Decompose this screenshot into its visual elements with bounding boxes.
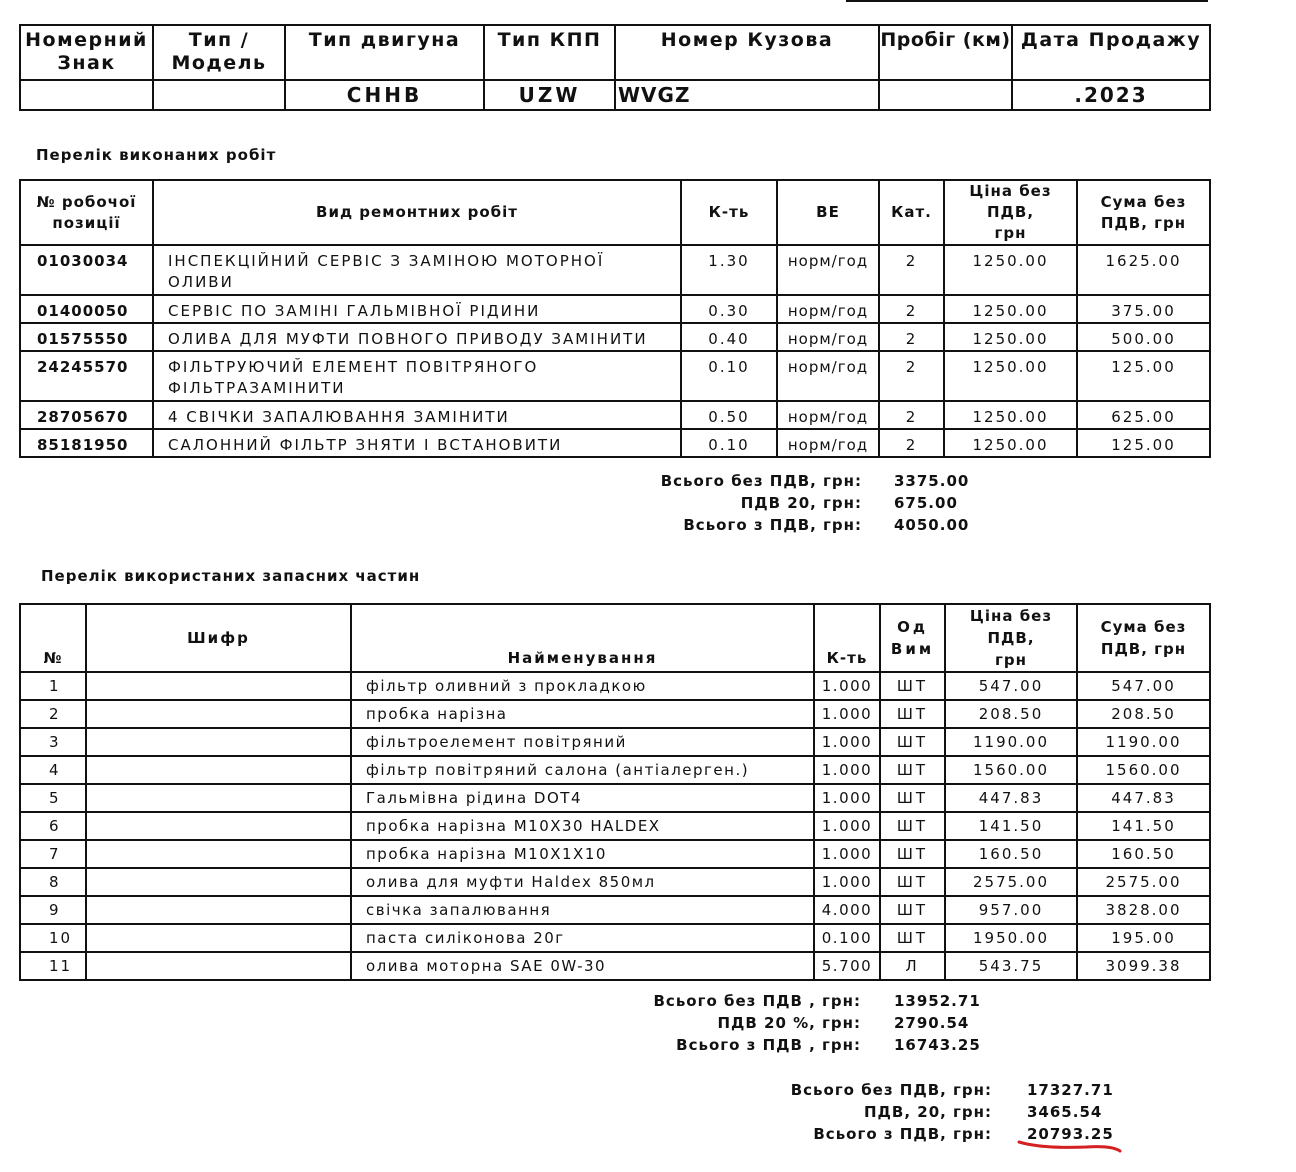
part-price: 141.50 (945, 812, 1077, 840)
part-sum: 141.50 (1077, 812, 1210, 840)
part-name: свічка запалювання (351, 896, 814, 924)
part-number: 10 (20, 924, 86, 952)
part-code (86, 952, 351, 980)
part-name: олива моторна SAE 0W-30 (351, 952, 814, 980)
work-description: ОЛИВА ДЛЯ МУФТИ ПОВНОГО ПРИВОДУ ЗАМІНИТИ (153, 323, 681, 351)
vehicle-header-mileage: Пробіг (км) (879, 25, 1012, 80)
parts-header-name: Найменування (351, 604, 814, 672)
work-price: 1250.00 (944, 429, 1077, 457)
total-label: Всього з ПДВ, грн: (683, 516, 862, 534)
part-price: 957.00 (945, 896, 1077, 924)
parts-row (20, 672, 1210, 700)
total-row (596, 1012, 981, 1034)
total-row (600, 514, 969, 536)
total-row (600, 492, 969, 514)
part-code (86, 784, 351, 812)
parts-row (20, 896, 1210, 924)
vehicle-model (153, 80, 285, 110)
part-code (86, 896, 351, 924)
vehicle-header-engine: Тип двигуна (285, 25, 484, 80)
part-name: пробка нарізна M10X1X10 (351, 840, 814, 868)
work-unit: норм/год (777, 323, 879, 351)
total-row (600, 470, 969, 492)
vehicle-body-number: WVGZ (615, 80, 879, 110)
part-unit: ШТ (880, 728, 945, 756)
part-unit: ШТ (880, 672, 945, 700)
part-unit: Л (880, 952, 945, 980)
part-sum: 547.00 (1077, 672, 1210, 700)
work-qty: 0.10 (681, 351, 777, 401)
total-label: Всього без ПДВ, грн: (660, 472, 862, 490)
part-name: олива для муфти Haldex 850мл (351, 868, 814, 896)
vehicle-header-sale-date: Дата Продажу (1012, 25, 1210, 80)
total-label: Всього з ПДВ, грн: (813, 1125, 992, 1143)
work-price: 1250.00 (944, 295, 1077, 323)
works-header-sum: Сума без ПДВ, грн (1077, 180, 1210, 245)
work-sum: 500.00 (1077, 323, 1210, 351)
part-code (86, 756, 351, 784)
part-qty: 1.000 (814, 784, 880, 812)
work-position-code: 28705670 (20, 401, 153, 429)
parts-header-code: Шифр (86, 604, 351, 672)
work-category: 2 (879, 323, 944, 351)
parts-header-row (20, 604, 1210, 672)
part-number: 11 (20, 952, 86, 980)
part-sum: 195.00 (1077, 924, 1210, 952)
work-price: 1250.00 (944, 323, 1077, 351)
part-unit: ШТ (880, 924, 945, 952)
work-description: САЛОННИЙ ФІЛЬТР ЗНЯТИ І ВСТАНОВИТИ (153, 429, 681, 457)
part-qty: 1.000 (814, 756, 880, 784)
part-qty: 5.700 (814, 952, 880, 980)
part-name: фільтроелемент повітряний (351, 728, 814, 756)
parts-row (20, 700, 1210, 728)
work-sum: 125.00 (1077, 429, 1210, 457)
part-unit: ШТ (880, 812, 945, 840)
parts-row (20, 756, 1210, 784)
parts-header-qty: К-ть (814, 604, 880, 672)
part-name: фільтр повітряний салона (антіалерген.) (351, 756, 814, 784)
total-value: 4050.00 (894, 516, 970, 534)
vehicle-value-row (20, 80, 1210, 110)
work-unit: норм/год (777, 401, 879, 429)
parts-header-sum: Сума без ПДВ, грн (1077, 604, 1210, 672)
work-sum: 125.00 (1077, 351, 1210, 401)
total-value: 20793.25 (1027, 1125, 1114, 1143)
part-price: 208.50 (945, 700, 1077, 728)
work-position-code: 85181950 (20, 429, 153, 457)
vehicle-header-model: Тип / Модель (153, 25, 285, 80)
part-price: 543.75 (945, 952, 1077, 980)
works-row (20, 295, 1210, 323)
part-unit: ШТ (880, 840, 945, 868)
work-category: 2 (879, 351, 944, 401)
part-qty: 1.000 (814, 672, 880, 700)
work-qty: 0.50 (681, 401, 777, 429)
parts-row (20, 728, 1210, 756)
part-number: 7 (20, 840, 86, 868)
part-name: пробка нарізна (351, 700, 814, 728)
work-qty: 0.10 (681, 429, 777, 457)
part-unit: ШТ (880, 868, 945, 896)
red-underline-annotation (1016, 1138, 1124, 1154)
vehicle-engine: CHHB (285, 80, 484, 110)
part-sum: 3099.38 (1077, 952, 1210, 980)
works-header-row (20, 180, 1210, 245)
work-category: 2 (879, 401, 944, 429)
total-value: 3375.00 (894, 472, 970, 490)
work-description: ФІЛЬТРУЮЧИЙ ЕЛЕМЕНТ ПОВІТРЯНОГО ФІЛЬТРАЗАМІНИТИ (153, 351, 681, 401)
works-header-description: Вид ремонтних робіт (153, 180, 681, 245)
part-name: пробка нарізна M10X30 HALDEX (351, 812, 814, 840)
work-unit: норм/год (777, 429, 879, 457)
total-value: 16743.25 (894, 1036, 981, 1054)
vehicle-gearbox: UZW (484, 80, 615, 110)
part-price: 1190.00 (945, 728, 1077, 756)
parts-header-number: № (20, 604, 86, 672)
work-description: СЕРВІС ПО ЗАМІНІ ГАЛЬМІВНОЇ РІДИНИ (153, 295, 681, 323)
work-position-code: 24245570 (20, 351, 153, 401)
parts-row (20, 784, 1210, 812)
part-number: 4 (20, 756, 86, 784)
works-table (19, 179, 1211, 458)
total-label: Всього без ПДВ , грн: (653, 992, 861, 1010)
total-label: ПДВ, 20, грн: (864, 1103, 992, 1121)
vehicle-sale-date: .2023 (1012, 80, 1210, 110)
total-label: ПДВ 20, грн: (740, 494, 862, 512)
parts-row (20, 868, 1210, 896)
total-value: 17327.71 (1027, 1081, 1114, 1099)
total-label: Всього без ПДВ, грн: (790, 1081, 992, 1099)
work-price: 1250.00 (944, 351, 1077, 401)
part-number: 8 (20, 868, 86, 896)
parts-section-title: Перелік використаних запасних частин (41, 567, 421, 585)
work-position-code: 01400050 (20, 295, 153, 323)
part-number: 5 (20, 784, 86, 812)
part-unit: ШТ (880, 784, 945, 812)
work-description: 4 СВІЧКИ ЗАПАЛЮВАННЯ ЗАМІНИТИ (153, 401, 681, 429)
parts-row (20, 952, 1210, 980)
part-price: 1950.00 (945, 924, 1077, 952)
part-number: 2 (20, 700, 86, 728)
works-totals (600, 470, 969, 536)
part-number: 3 (20, 728, 86, 756)
part-code (86, 672, 351, 700)
part-name: паста силіконова 20г (351, 924, 814, 952)
parts-row (20, 924, 1210, 952)
part-qty: 1.000 (814, 728, 880, 756)
part-price: 2575.00 (945, 868, 1077, 896)
part-price: 547.00 (945, 672, 1077, 700)
part-sum: 2575.00 (1077, 868, 1210, 896)
part-qty: 0.100 (814, 924, 880, 952)
part-code (86, 924, 351, 952)
parts-header-unit: Од Вим (880, 604, 945, 672)
total-value: 675.00 (894, 494, 958, 512)
part-price: 160.50 (945, 840, 1077, 868)
part-unit: ШТ (880, 756, 945, 784)
work-price: 1250.00 (944, 401, 1077, 429)
grand-totals (740, 1079, 1114, 1145)
works-row (20, 351, 1210, 401)
work-unit: норм/год (777, 295, 879, 323)
part-code (86, 868, 351, 896)
total-row (596, 990, 981, 1012)
part-qty: 1.000 (814, 840, 880, 868)
part-unit: ШТ (880, 700, 945, 728)
works-header-position: № робочої позиції (20, 180, 153, 245)
works-header-category: Кат. (879, 180, 944, 245)
part-number: 1 (20, 672, 86, 700)
vehicle-plate (20, 80, 153, 110)
top-border-line (846, 0, 1208, 2)
part-sum: 208.50 (1077, 700, 1210, 728)
part-name: фільтр оливний з прокладкою (351, 672, 814, 700)
part-unit: ШТ (880, 896, 945, 924)
work-qty: 0.40 (681, 323, 777, 351)
works-header-price: Ціна без ПДВ, грн (944, 180, 1077, 245)
parts-table (19, 603, 1211, 981)
part-qty: 1.000 (814, 812, 880, 840)
parts-header-price: Ціна без ПДВ, грн (945, 604, 1077, 672)
part-sum: 160.50 (1077, 840, 1210, 868)
part-price: 447.83 (945, 784, 1077, 812)
total-label: ПДВ 20 %, грн: (717, 1014, 861, 1032)
work-unit: норм/год (777, 245, 879, 295)
total-row (740, 1101, 1114, 1123)
work-qty: 0.30 (681, 295, 777, 323)
works-row (20, 429, 1210, 457)
part-code (86, 700, 351, 728)
vehicle-header-plate: Номерний Знак (20, 25, 153, 80)
total-row (740, 1079, 1114, 1101)
total-value: 13952.71 (894, 992, 981, 1010)
work-unit: норм/год (777, 351, 879, 401)
part-name: Гальмівна рідина DOT4 (351, 784, 814, 812)
work-category: 2 (879, 245, 944, 295)
works-row (20, 323, 1210, 351)
work-position-code: 01030034 (20, 245, 153, 295)
vehicle-mileage (879, 80, 1012, 110)
part-qty: 4.000 (814, 896, 880, 924)
work-sum: 375.00 (1077, 295, 1210, 323)
work-category: 2 (879, 295, 944, 323)
part-price: 1560.00 (945, 756, 1077, 784)
parts-row (20, 812, 1210, 840)
part-sum: 447.83 (1077, 784, 1210, 812)
part-number: 6 (20, 812, 86, 840)
vehicle-header-gearbox: Тип КПП (484, 25, 615, 80)
total-label: Всього з ПДВ , грн: (676, 1036, 861, 1054)
work-category: 2 (879, 429, 944, 457)
works-row (20, 401, 1210, 429)
part-code (86, 812, 351, 840)
works-section-title: Перелік виконаних робіт (36, 146, 277, 164)
work-sum: 625.00 (1077, 401, 1210, 429)
total-value: 2790.54 (894, 1014, 970, 1032)
part-sum: 3828.00 (1077, 896, 1210, 924)
work-position-code: 01575550 (20, 323, 153, 351)
vehicle-header-body-number: Номер Кузова (615, 25, 879, 80)
works-row (20, 245, 1210, 295)
works-header-qty: К-ть (681, 180, 777, 245)
part-qty: 1.000 (814, 868, 880, 896)
vehicle-table (19, 24, 1211, 111)
part-code (86, 728, 351, 756)
total-value: 3465.54 (1027, 1103, 1103, 1121)
parts-row (20, 840, 1210, 868)
parts-totals (596, 990, 981, 1056)
vehicle-header-row (20, 25, 1210, 80)
work-price: 1250.00 (944, 245, 1077, 295)
part-number: 9 (20, 896, 86, 924)
work-qty: 1.30 (681, 245, 777, 295)
works-header-unit: ВЕ (777, 180, 879, 245)
work-sum: 1625.00 (1077, 245, 1210, 295)
part-sum: 1190.00 (1077, 728, 1210, 756)
part-qty: 1.000 (814, 700, 880, 728)
total-row (596, 1034, 981, 1056)
part-code (86, 840, 351, 868)
part-sum: 1560.00 (1077, 756, 1210, 784)
work-description: ІНСПЕКЦІЙНИЙ СЕРВІС З ЗАМІНОЮ МОТОРНОЇ ОЛИВИ (153, 245, 681, 295)
